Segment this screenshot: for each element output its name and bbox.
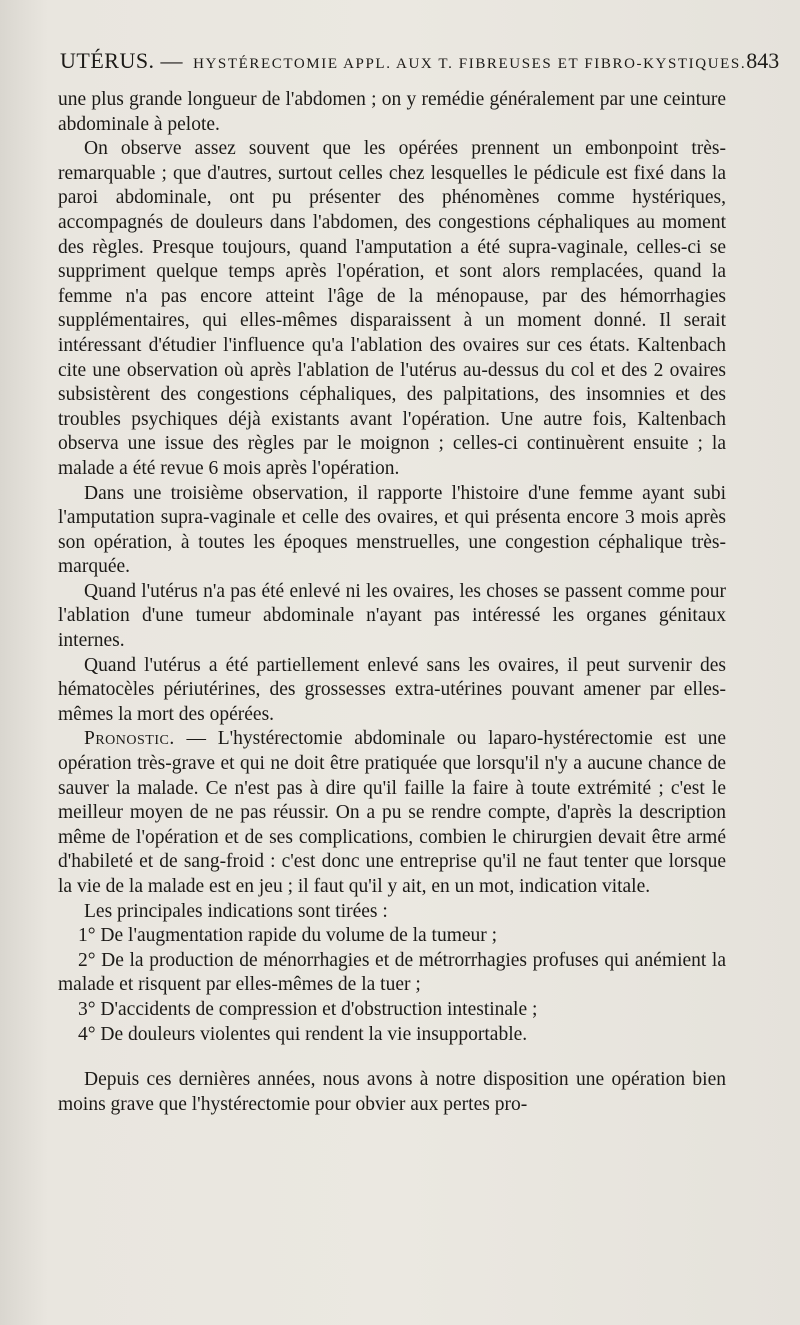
prognosis-text: — L'hystérectomie abdominale ou laparo-hystérectomie est une opération très-grave et qui ne doit être pratiquée que lorsqu'il n'y a aucune chance de sauver la malade. Ce n'est pas à dire qu'il faille la faire à toute extrémité ; c'est le meilleur moyen de ne pas réussir. On a pu se rendre compte, d'après la description même de l'opération et de ses complications, combien le chirurgien devait être armé d'habileté et de sang-froid : c'est donc une entreprise qu'il ne faut tenter que lorsque la vie de la malade est en jeu ; il faut qu'il y ait, en un mot, indication vitale.: [58, 728, 726, 897]
indication-item: 3° D'accidents de compression et d'obstruction intestinale ;: [78, 998, 538, 1020]
page-number: 843: [746, 48, 780, 73]
indication-item: 4° De douleurs violentes qui rendent la vie insupportable.: [78, 1023, 528, 1045]
running-head-title: UTÉRUS. —: [60, 48, 184, 73]
indication-item: 1° De l'augmentation rapide du volume de la tumeur ;: [78, 925, 498, 947]
indications-intro: Les principales indications sont tirées :: [84, 900, 388, 922]
section-gap: [58, 1047, 726, 1068]
prognosis-label: Pronostic.: [84, 728, 175, 750]
running-head-subtitle: HYSTÉRECTOMIE APPL. AUX T. FIBREUSES ET FIBRO-KYSTIQUES.: [193, 56, 747, 72]
body-text: [58, 88, 726, 1117]
paragraph-embonpoint: On observe assez souvent que les opérées prennent un embonpoint très-remarquable ; que d'autres, surtout celles chez lesquelles le pédicule est fixé dans la paroi abdominale, ont pu présenter des phénomènes comme hystériques, accompagnés de douleurs dans l'abdomen, des congestions céphaliques au moment des règles. Presque toujours, quand l'amputation a été supra-vaginale, celles-ci se suppriment quelque temps après l'opération, et sont alors remplacées, quand la femme n'a pas encore atteint l'âge de la ménopause, par des hémorrhagies supplémentaires, qui elles-mêmes disparaissent à un moment donné. Il serait intéressant d'étudier l'influence qu'a l'ablation des ovaires sur ces états. Kaltenbach cite une observation où après l'ablation de l'utérus au-dessus du col et des 2 ovaires subsistèrent des congestions céphaliques, des palpitations, des insomnies et des troubles psychiques déjà existants avant l'opération. Une autre fois, Kaltenbach observa une issue des règles par le moignon ; celles-ci continuèrent ensuite ; la malade a été revue 6 mois après l'opération.: [58, 138, 726, 479]
paragraph-third-observation: Dans une troisième observation, il rapporte l'histoire d'une femme ayant subi l'amputation supra-vaginale et celle des ovaires, et qui présenta encore 3 mois après son opération, à toutes les époques menstruelles, une congestion céphalique très-marquée.: [58, 482, 726, 578]
running-head: [60, 48, 780, 74]
paragraph-prognosis: [58, 727, 726, 899]
paragraph-uterus-not-removed: Quand l'utérus n'a pas été enlevé ni les ovaires, les choses se passent comme pour l'ablation d'une tumeur abdominale n'ayant pas intéressé les organes génitaux internes.: [58, 580, 726, 652]
paragraph-closing: Depuis ces dernières années, nous avons à notre disposition une opération bien moins grave que l'hystérectomie pour obvier aux pertes pro-: [58, 1069, 726, 1115]
paragraph-continued: une plus grande longueur de l'abdomen ; on y remédie généralement par une ceinture abdominale à pelote.: [58, 89, 726, 135]
paragraph-uterus-partially-removed: Quand l'utérus a été partiellement enlevé sans les ovaires, il peut survenir des hématocèles périutérines, des grossesses extra-utérines pouvant amener par elles-mêmes la mort des opérées.: [58, 654, 726, 725]
indication-item: 2° De la production de ménorrhagies et de métrorrhagies profuses qui anémient la malade et risquent par elles-mêmes de la tuer ;: [58, 949, 726, 996]
